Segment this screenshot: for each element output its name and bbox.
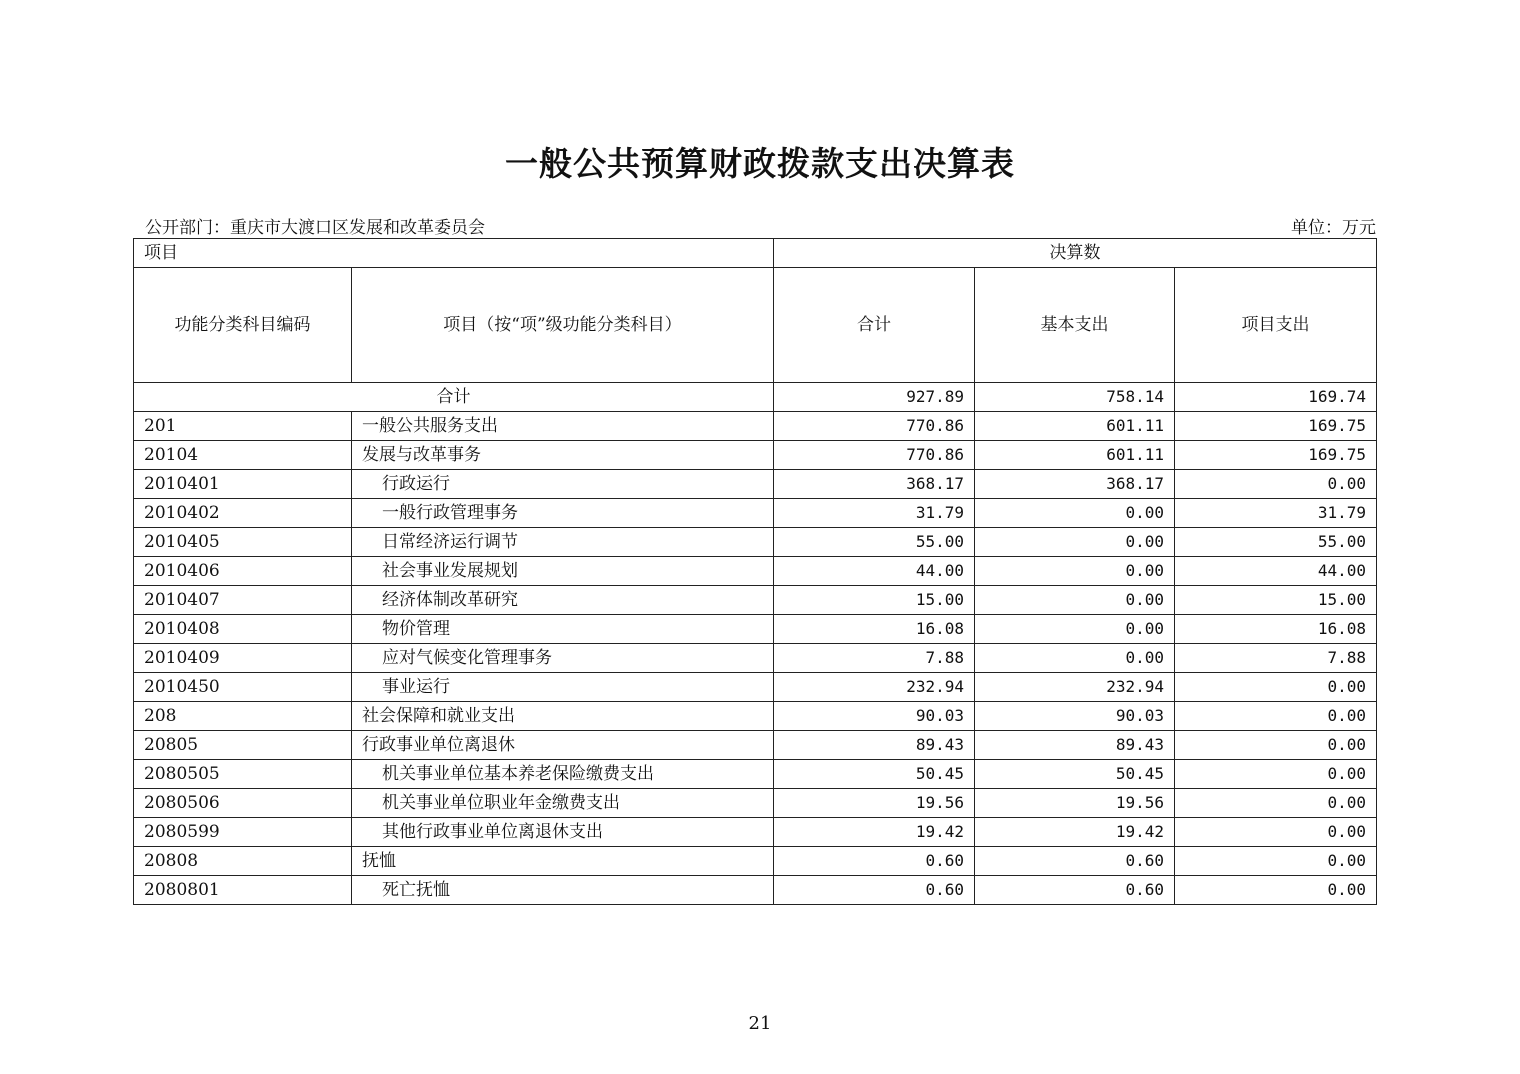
header-code: 功能分类科目编码 [134, 268, 352, 383]
row-total: 19.56 [774, 789, 975, 818]
table-row [134, 673, 1377, 702]
row-total: 232.94 [774, 673, 975, 702]
row-total: 31.79 [774, 499, 975, 528]
total-basic: 758.14 [975, 383, 1175, 412]
row-project: 0.00 [1175, 731, 1377, 760]
row-name: 应对气候变化管理事务 [352, 644, 774, 673]
row-total: 7.88 [774, 644, 975, 673]
table-row [134, 499, 1377, 528]
table-row [134, 731, 1377, 760]
table-row [134, 702, 1377, 731]
row-code: 2080506 [134, 789, 352, 818]
row-name: 事业运行 [352, 673, 774, 702]
row-project: 44.00 [1175, 557, 1377, 586]
row-project: 0.00 [1175, 876, 1377, 905]
row-basic: 0.00 [975, 528, 1175, 557]
row-basic: 368.17 [975, 470, 1175, 499]
row-total: 90.03 [774, 702, 975, 731]
row-total: 0.60 [774, 876, 975, 905]
table-row [134, 876, 1377, 905]
row-name: 一般行政管理事务 [352, 499, 774, 528]
budget-table [133, 238, 1377, 905]
row-total: 368.17 [774, 470, 975, 499]
department-label: 公开部门：重庆市大渡口区发展和改革委员会 [145, 218, 485, 238]
row-name: 社会事业发展规划 [352, 557, 774, 586]
row-code: 2010406 [134, 557, 352, 586]
header-final-amount: 决算数 [774, 239, 1377, 268]
budget-table-body [134, 239, 1377, 905]
row-name: 机关事业单位职业年金缴费支出 [352, 789, 774, 818]
header-basic: 基本支出 [975, 268, 1175, 383]
row-project: 0.00 [1175, 760, 1377, 789]
row-name: 物价管理 [352, 615, 774, 644]
row-total: 0.60 [774, 847, 975, 876]
row-name: 抚恤 [352, 847, 774, 876]
row-code: 2010401 [134, 470, 352, 499]
header-name: 项目（按“项”级功能分类科目） [352, 268, 774, 383]
row-basic: 89.43 [975, 731, 1175, 760]
row-name: 一般公共服务支出 [352, 412, 774, 441]
row-name: 社会保障和就业支出 [352, 702, 774, 731]
row-basic: 0.00 [975, 644, 1175, 673]
row-total: 55.00 [774, 528, 975, 557]
row-basic: 19.56 [975, 789, 1175, 818]
row-total: 50.45 [774, 760, 975, 789]
row-project: 0.00 [1175, 702, 1377, 731]
row-code: 208 [134, 702, 352, 731]
row-name: 经济体制改革研究 [352, 586, 774, 615]
row-code: 2010408 [134, 615, 352, 644]
unit-label: 单位：万元 [1291, 218, 1376, 238]
row-total: 770.86 [774, 412, 975, 441]
row-code: 2080599 [134, 818, 352, 847]
page-number: 21 [748, 1013, 772, 1034]
row-name: 死亡抚恤 [352, 876, 774, 905]
row-total: 770.86 [774, 441, 975, 470]
row-basic: 601.11 [975, 441, 1175, 470]
row-project: 0.00 [1175, 673, 1377, 702]
row-basic: 90.03 [975, 702, 1175, 731]
row-project: 55.00 [1175, 528, 1377, 557]
table-row [134, 847, 1377, 876]
row-name: 发展与改革事务 [352, 441, 774, 470]
row-project: 7.88 [1175, 644, 1377, 673]
row-total: 89.43 [774, 731, 975, 760]
row-code: 20104 [134, 441, 352, 470]
total-project: 169.74 [1175, 383, 1377, 412]
row-project: 169.75 [1175, 412, 1377, 441]
page-title: 一般公共预算财政拨款支出决算表 [505, 144, 1015, 183]
row-name: 行政运行 [352, 470, 774, 499]
row-basic: 0.00 [975, 615, 1175, 644]
row-project: 169.75 [1175, 441, 1377, 470]
header-project-expense: 项目支出 [1175, 268, 1377, 383]
table-row [134, 615, 1377, 644]
total-label: 合计 [134, 383, 774, 412]
row-total: 19.42 [774, 818, 975, 847]
row-total: 44.00 [774, 557, 975, 586]
row-code: 2010409 [134, 644, 352, 673]
row-name: 机关事业单位基本养老保险缴费支出 [352, 760, 774, 789]
row-basic: 601.11 [975, 412, 1175, 441]
row-project: 31.79 [1175, 499, 1377, 528]
row-basic: 0.60 [975, 876, 1175, 905]
row-code: 2010407 [134, 586, 352, 615]
header-row-columns [134, 268, 1377, 383]
row-name: 其他行政事业单位离退休支出 [352, 818, 774, 847]
row-basic: 0.60 [975, 847, 1175, 876]
row-basic: 19.42 [975, 818, 1175, 847]
total-row [134, 383, 1377, 412]
row-name: 日常经济运行调节 [352, 528, 774, 557]
row-basic: 0.00 [975, 499, 1175, 528]
row-code: 201 [134, 412, 352, 441]
header-row-top [134, 239, 1377, 268]
row-project: 0.00 [1175, 847, 1377, 876]
row-code: 20808 [134, 847, 352, 876]
table-row [134, 470, 1377, 499]
row-code: 2080801 [134, 876, 352, 905]
row-name: 行政事业单位离退休 [352, 731, 774, 760]
row-code: 2010450 [134, 673, 352, 702]
table-row [134, 789, 1377, 818]
row-code: 2010405 [134, 528, 352, 557]
table-row [134, 760, 1377, 789]
table-row [134, 586, 1377, 615]
header-total: 合计 [774, 268, 975, 383]
row-basic: 0.00 [975, 586, 1175, 615]
row-code: 2080505 [134, 760, 352, 789]
row-basic: 232.94 [975, 673, 1175, 702]
row-code: 20805 [134, 731, 352, 760]
row-total: 16.08 [774, 615, 975, 644]
total-sum: 927.89 [774, 383, 975, 412]
row-project: 15.00 [1175, 586, 1377, 615]
table-row [134, 818, 1377, 847]
row-basic: 50.45 [975, 760, 1175, 789]
row-total: 15.00 [774, 586, 975, 615]
row-code: 2010402 [134, 499, 352, 528]
table-row [134, 557, 1377, 586]
row-project: 0.00 [1175, 470, 1377, 499]
table-row [134, 412, 1377, 441]
row-project: 16.08 [1175, 615, 1377, 644]
row-project: 0.00 [1175, 818, 1377, 847]
table-row [134, 644, 1377, 673]
row-project: 0.00 [1175, 789, 1377, 818]
row-basic: 0.00 [975, 557, 1175, 586]
table-row [134, 528, 1377, 557]
header-project: 项目 [134, 239, 774, 268]
table-row [134, 441, 1377, 470]
